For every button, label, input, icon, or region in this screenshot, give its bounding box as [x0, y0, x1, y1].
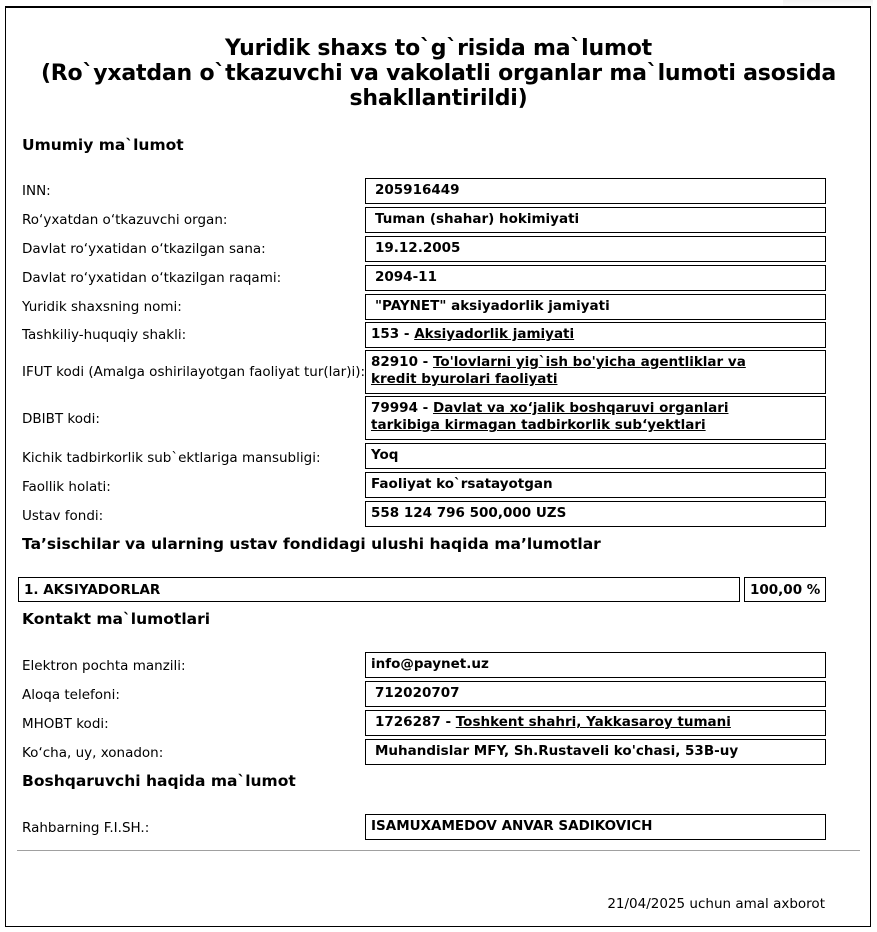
value-registration-number: 2094-11: [365, 265, 826, 291]
value-ifut-code: [365, 350, 826, 394]
mhobt-code: 1726287 -: [375, 714, 456, 730]
value-small-business: Yoq: [365, 443, 826, 469]
founder-share: 100,00 %: [744, 577, 826, 602]
mhobt-link[interactable]: Toshkent shahri, Yakkasaroy tumani: [455, 714, 731, 730]
label-ifut-code: IFUT kodi (Amalga oshirilayotgan faoliyat tur(lar)i):: [22, 364, 366, 380]
legal-form-code: 153 -: [371, 326, 415, 342]
value-legal-form: [365, 322, 826, 348]
value-email: info@paynet.uz: [365, 652, 826, 678]
page-title: [0, 36, 877, 111]
dbibt-link[interactable]: Davlat va xo‘jalik boshqaruvi organlari tarkibiga kirmagan tadbirkorlik sub‘yektlari: [371, 400, 729, 433]
label-registration-number: Davlat ro‘yxatidan o‘tkazilgan raqami:: [22, 270, 282, 286]
title-line-2: (Ro`yxatdan o`tkazuvchi va vakolatli organlar ma`lumoti asosida: [40, 61, 837, 86]
ifut-link[interactable]: To'lovlarni yig`ish bo'yicha agentliklar va kredit byurolari faoliyati: [371, 354, 746, 387]
value-charter-fund: 558 124 796 500,000 UZS: [365, 501, 826, 527]
value-street-address: Muhandislar MFY, Sh.Rustaveli ko'chasi, 53B-uy: [365, 739, 826, 765]
label-inn: INN:: [22, 183, 51, 199]
value-phone: 712020707: [365, 681, 826, 707]
ifut-code: 82910 -: [371, 354, 433, 370]
label-dbibt-code: DBIBT kodi:: [22, 411, 100, 427]
value-registering-organ: Tuman (shahar) hokimiyati: [365, 207, 826, 233]
value-inn: 205916449: [365, 178, 826, 204]
value-activity-status: Faoliyat ko`rsatayotgan: [365, 472, 826, 498]
legal-form-link[interactable]: Aksiyadorlik jamiyati: [414, 326, 575, 342]
label-email: Elektron pochta manzili:: [22, 658, 186, 674]
title-line-1: Yuridik shaxs to`g`risida ma`lumot: [225, 36, 652, 61]
label-legal-form: Tashkiliy-huquqiy shakli:: [22, 327, 187, 343]
value-registration-date: 19.12.2005: [365, 236, 826, 262]
value-entity-name: "PAYNET" aksiyadorlik jamiyati: [365, 294, 826, 320]
value-dbibt-code: [365, 396, 826, 440]
section-heading-manager: Boshqaruvchi haqida ma`lumot: [22, 772, 296, 790]
title-line-3: shakllantirildi): [349, 86, 528, 111]
label-manager-name: Rahbarning F.I.SH.:: [22, 820, 150, 836]
label-street-address: Ko‘cha, uy, xonadon:: [22, 745, 164, 761]
section-heading-contacts: Kontakt ma`lumotlari: [22, 610, 211, 628]
label-activity-status: Faollik holati:: [22, 479, 111, 495]
label-registration-date: Davlat ro‘yxatidan o‘tkazilgan sana:: [22, 241, 266, 257]
dbibt-code: 79994 -: [371, 400, 433, 416]
label-mhobt-code: MHOBT kodi:: [22, 716, 109, 732]
value-manager-name: ISAMUXAMEDOV ANVAR SADIKOVICH: [365, 814, 826, 840]
section-heading-founders: Ta’sischilar va ularning ustav fondidagi ulushi haqida ma’lumotlar: [22, 535, 601, 553]
divider: [17, 850, 860, 851]
label-charter-fund: Ustav fondi:: [22, 508, 104, 524]
label-phone: Aloqa telefoni:: [22, 687, 120, 703]
section-heading-general: Umumiy ma`lumot: [22, 136, 184, 154]
validity-note: 21/04/2025 uchun amal axborot: [607, 896, 825, 912]
value-mhobt-code: [365, 710, 826, 736]
label-entity-name: Yuridik shaxsning nomi:: [22, 299, 182, 315]
label-registering-organ: Ro‘yxatdan o‘tkazuvchi organ:: [22, 212, 228, 228]
label-small-business: Kichik tadbirkorlik sub`ektlariga mansubligi:: [22, 450, 321, 466]
founder-name: 1. AKSIYADORLAR: [18, 577, 740, 602]
